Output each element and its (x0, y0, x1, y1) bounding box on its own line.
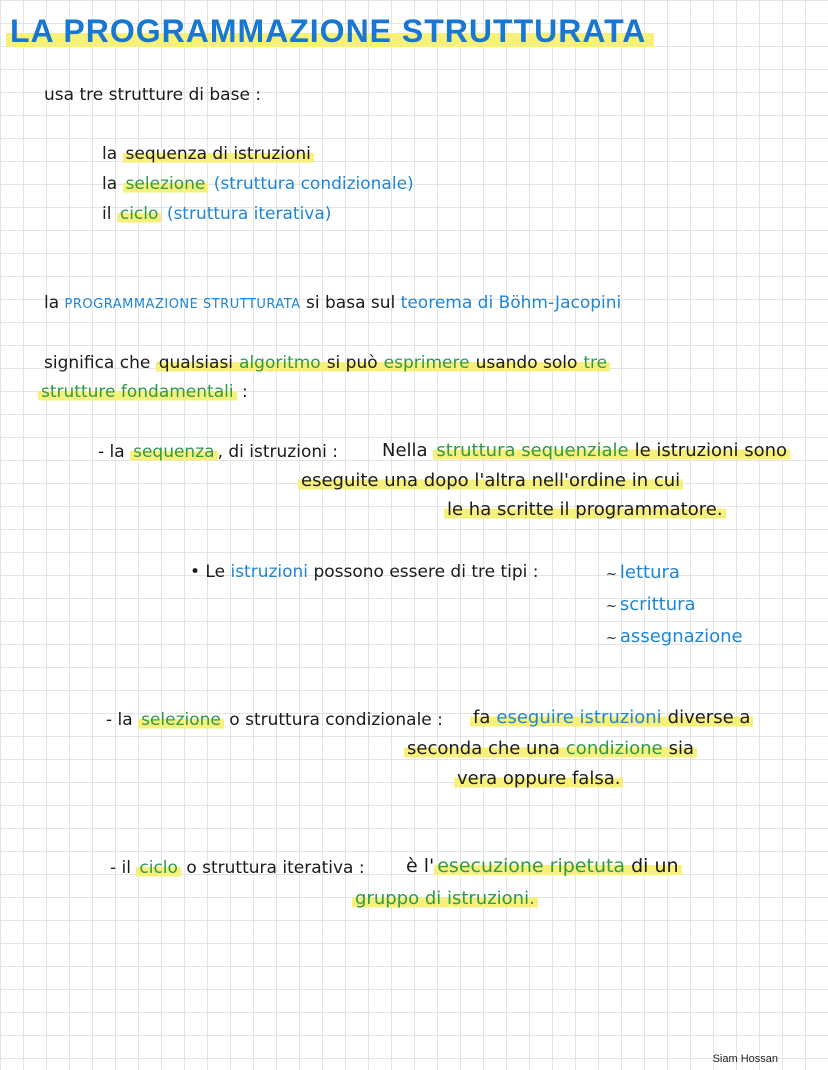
selection-term: selezione (138, 710, 224, 730)
structure-selection-pre: la (102, 174, 118, 194)
loop-d1b: esecuzione ripetuta (434, 855, 628, 877)
instruction-type-label: scrittura (619, 594, 696, 615)
meaning-line-1 (44, 352, 610, 374)
instruction-types-list (606, 558, 743, 654)
sequence-heading (98, 441, 338, 463)
sequence-rest: , di istruzioni : (217, 442, 338, 462)
structure-selection-paren: (struttura condizionale) (213, 174, 414, 194)
meaning-t6: usando solo (473, 353, 581, 373)
sequence-desc-1 (382, 440, 790, 462)
theorem-mid: si basa sul (306, 293, 396, 313)
sequence-desc-3 (444, 499, 726, 521)
theorem-pre: la (44, 293, 60, 313)
structure-selection (102, 173, 414, 195)
selection-dash: - la (106, 710, 133, 730)
sequence-d3: le ha scritte il programmatore. (444, 499, 726, 520)
theorem-topic: PROGRAMMAZIONE STRUTTURATA (64, 297, 301, 312)
selection-desc-1 (470, 707, 753, 729)
selection-desc-2 (404, 738, 697, 760)
selection-d2a: seconda che una (404, 738, 563, 759)
structure-loop (102, 203, 331, 225)
selection-d2c: sia (666, 738, 697, 759)
structure-sequence-pre: la (102, 144, 118, 164)
tilde-bullet-icon: ~ (606, 567, 617, 582)
selection-rest: o struttura condizionale : (229, 710, 443, 730)
instruction-rest: possono essere di tre tipi : (313, 562, 539, 582)
sequence-d1a: Nella (382, 440, 428, 461)
selection-heading (106, 709, 443, 731)
instruction-type-label: lettura (619, 562, 680, 583)
tilde-bullet-icon: ~ (606, 631, 617, 646)
meaning-t1: significa che (44, 353, 151, 373)
instruction-term: istruzioni (230, 562, 309, 582)
selection-desc-3 (454, 768, 623, 790)
theorem-name: teorema di Böhm-Jacopini (400, 293, 622, 313)
loop-desc-2 (352, 888, 538, 910)
loop-d2: gruppo di istruzioni. (352, 888, 538, 909)
instruction-type-label: assegnazione (619, 626, 743, 647)
intro-text: usa tre strutture di base : (44, 85, 262, 105)
sequence-d1b: struttura sequenziale (433, 440, 631, 461)
structure-selection-term: selezione (123, 174, 209, 194)
selection-d3: vera oppure falsa. (454, 768, 623, 789)
selection-d1c: diverse a (665, 707, 754, 728)
selection-d1b: eseguire istruzioni (493, 707, 664, 728)
meaning-t9: : (241, 382, 248, 402)
author-signature: Siam Hossan (712, 1053, 778, 1065)
sequence-d2: eseguite una dopo l'altra nell'ordine in cui (298, 470, 683, 491)
meaning-t2: qualsiasi (156, 353, 236, 373)
meaning-t4: si può (324, 353, 381, 373)
sequence-desc-2 (298, 470, 683, 492)
instruction-type-item (606, 622, 743, 654)
meaning-t8: strutture fondamentali (38, 382, 237, 402)
meaning-t7: tre (580, 353, 610, 373)
meaning-line-2 (38, 381, 248, 403)
structure-sequence (102, 143, 314, 165)
loop-d1c: di un (628, 855, 681, 877)
structure-loop-pre: il (102, 204, 112, 224)
loop-term: ciclo (136, 858, 181, 878)
instruction-types-line (190, 561, 539, 583)
loop-desc-1 (406, 855, 682, 877)
page-title: LA PROGRAMMAZIONE STRUTTURATA (6, 10, 654, 52)
tilde-bullet-icon: ~ (606, 599, 617, 614)
sequence-d1c: le istruzioni sono (632, 440, 790, 461)
structure-loop-term: ciclo (117, 204, 162, 224)
sequence-dash: - la (98, 442, 125, 462)
theorem-line (44, 292, 621, 316)
selection-d2b: condizione (563, 738, 666, 759)
loop-heading (110, 857, 365, 879)
instruction-type-item (606, 590, 743, 622)
structure-sequence-term: sequenza di istruzioni (123, 144, 314, 164)
instruction-type-item (606, 558, 743, 590)
selection-d1a: fa (470, 707, 493, 728)
instruction-pre: • Le (190, 562, 226, 582)
meaning-t3: algoritmo (236, 353, 324, 373)
loop-rest: o struttura iterativa : (186, 858, 365, 878)
sequence-term: sequenza (130, 442, 217, 462)
loop-d1a: è l' (406, 855, 435, 877)
structure-loop-paren: (struttura iterativa) (166, 204, 332, 224)
loop-dash: - il (110, 858, 131, 878)
meaning-t5: esprimere (381, 353, 473, 373)
